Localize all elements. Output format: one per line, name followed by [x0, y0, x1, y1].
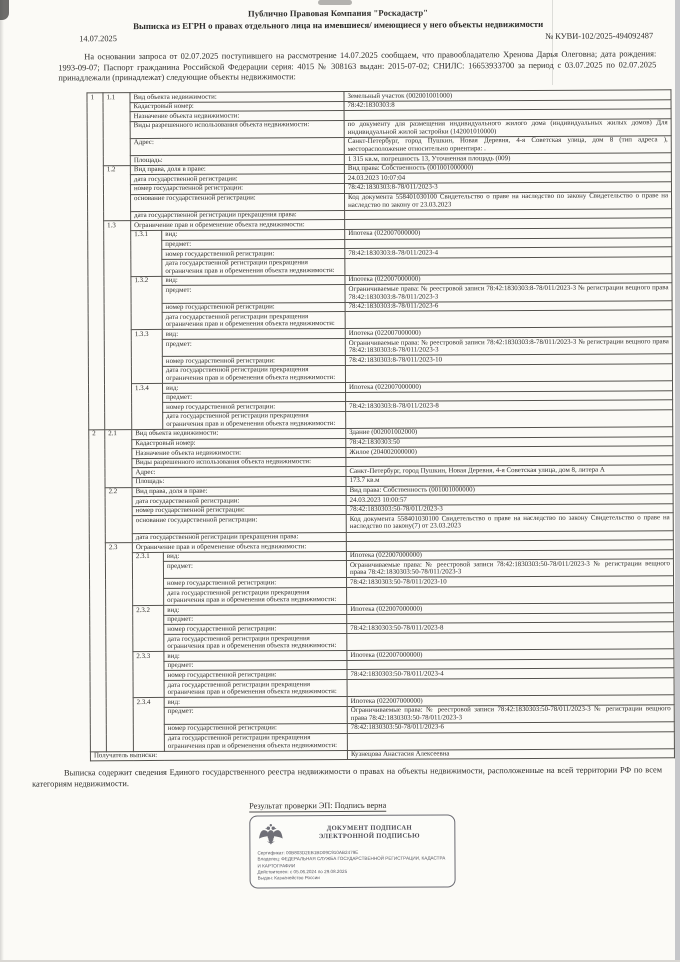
row-label: вид: [162, 275, 345, 286]
row-value: Код документа 558401030100 Свидетельство о праве на наследство по закону Свидетельство о праве на наследство по закону(7) от 23.03.2023 [346, 513, 673, 532]
row-label: Назначение объекта недвижимости: [130, 111, 344, 122]
row-label: вид: [163, 551, 346, 562]
subsection-number: 2.3.4 [133, 698, 164, 752]
stamp-issuer-line: Выдан: Казначейство России [257, 875, 320, 881]
row-label: Вид объекта недвижимости: [130, 91, 344, 102]
row-label: Вид объекта недвижимости: [132, 428, 346, 439]
table-row [90, 749, 674, 762]
row-label: предмет: [163, 561, 346, 579]
row-value [345, 310, 672, 329]
row-value: Ограничиваемые права: № реестровой записи 78:42:1830303:50-78/011/2023-3 № регистрации вещного права 78:42:1830303:50-78/011/2023-3 [347, 705, 674, 724]
row-label: Назначение объекта недвижимости: [132, 448, 346, 459]
row-label: вид: [164, 697, 347, 708]
section-number: 1.2 [103, 165, 130, 221]
row-label: дата государственной регистрации прекращения ограничения прав и обременения объекта недвижимости: [164, 679, 347, 697]
row-value: 78:42:1830303:50-78/011/2023-4 [347, 668, 674, 679]
row-label: дата государственной регистрации прекращения ограничения прав и обременения объекта недвижимости: [164, 634, 347, 652]
subsection-number: 1.3.4 [131, 383, 162, 429]
row-value: 78:42:1830303:8-78/011/2023-6 [345, 300, 672, 311]
subsection-number: 2.3.2 [133, 606, 164, 652]
section-number: 2.3 [105, 543, 133, 752]
row-label: основание государственной регистрации: [131, 193, 345, 211]
signature-check-result: Результат проверки ЭП: Подпись верна [249, 800, 387, 811]
row-label: предмет: [164, 660, 347, 671]
row-value: 173.7 кв.м [346, 475, 673, 486]
row-label: вид: [162, 382, 345, 393]
row-value: Жилое (204002000000) [346, 446, 673, 457]
row-label: дата государственной регистрации: [132, 496, 346, 507]
section-number: 1.1 [103, 93, 130, 166]
row-value: Ограничиваемые права: № реестровой записи 78:42:1830303:8-78/011/2023-3 № регистрации вещного права 78:42:1830303:8-78/011/2023-3 [345, 337, 672, 356]
row-label: Виды разрешенного использования объекта недвижимости: [132, 457, 346, 468]
stamp-validity-line: Действителен: с 05.06.2024 по 29.08.2025 [257, 868, 348, 875]
document-number: № КУВИ-102/2025-494092487 [545, 31, 654, 41]
double-headed-eagle-icon [257, 821, 284, 846]
row-label: дата государственной регистрации прекращения ограничения прав и обременения объекта недвижимости: [164, 733, 347, 751]
row-value: Ипотека (022007000000) [347, 603, 674, 614]
row-label: номер государственной регистрации: [164, 624, 347, 635]
row-label: номер государственной регистрации: [132, 505, 346, 516]
row-value: 78:42:1830303:50 [346, 436, 673, 447]
row-value [347, 632, 674, 651]
row-label: Адрес: [132, 467, 346, 478]
row-value: 78:42:1830303:50-78/011/2023-6 [347, 722, 674, 733]
row-label: вид: [164, 651, 347, 662]
row-label: Площадь: [132, 476, 346, 487]
row-value: 1 315 кв.м, погрешность 13, Уточненная площадь (009) [344, 153, 671, 164]
row-label: номер государственной регистрации: [162, 249, 345, 260]
row-value: 78:42:1830303:8 [344, 99, 671, 110]
row-value: 78:42:1830303:50-78/011/2023-3 [346, 503, 673, 514]
row-label: вид: [164, 605, 347, 616]
row-value [345, 256, 672, 275]
row-value: 24.03.2023 10:07:04 [344, 172, 671, 183]
row-label: дата государственной регистрации прекращения ограничения прав и обременения объекта недвижимости: [162, 365, 345, 383]
section-header: Ограничение прав и обременение объекта недвижимости: [132, 542, 346, 553]
row-label: номер государственной регистрации: [164, 578, 347, 589]
document-title: Выписка из ЕГРН о правах отдельного лица на имевшиеся/ имеющиеся у него объекты недвижимости [133, 18, 544, 32]
row-label: номер государственной регистрации: [162, 356, 345, 367]
row-label: номер государственной регистрации: [164, 670, 347, 681]
row-value: Вид права: Собственность (001001000000) [344, 163, 671, 174]
row-value: 78:42:1830303:50-78/011/2023-10 [347, 576, 674, 587]
stamp-title: ДОКУМЕНТ ПОДПИСАН ЭЛЕКТРОННОЙ ПОДПИСЬЮ [318, 824, 420, 841]
row-value: 24.03.2023 10:00:57 [346, 494, 673, 505]
subsection-number: 1.3.3 [131, 330, 162, 384]
row-label: номер государственной регистрации: [163, 402, 346, 413]
row-label: предмет: [162, 339, 345, 357]
row-label: Вид права, доля в праве: [132, 486, 346, 497]
row-value: 78:42:1830303:8-78/011/2023-3 [344, 182, 671, 193]
row-value: Земельный участок (002001001000) [344, 90, 671, 101]
row-label: Вид права, доля в праве: [130, 164, 344, 175]
company-name: Публично Правовая Компания "Роскадастр" [247, 7, 429, 19]
row-label: Площадь: [130, 155, 344, 166]
stamp-details [257, 849, 447, 882]
row-value [347, 678, 674, 697]
row-value: 78:42:1830303:8-78/011/2023-8 [346, 400, 673, 411]
row-label: Кадастровый номер: [130, 101, 344, 112]
stamp-header [257, 820, 447, 846]
row-value: Ограничиваемые права: № реестровой записи 78:42:1830303:8-78/011/2023-3 № регистрации вещного права 78:42:1830303:8-78/011/2023-3 [345, 283, 672, 302]
intro-paragraph: На основании запроса от 02.07.2025 поступившего на рассмотрение 14.07.2025 сообщаем, что правообладателю Хренова Дарья Олеговна; дата рождения: 1993-09-07; Паспорт гражданина Российской Федерации серия: 4015 № 308163 выдан: 2015-07-02; СНИЛС: 16653933700 за период с 03.07.2025 по 02.07.2025 принадлежали (принадлежат) следующие объекты недвижимости: [58, 49, 657, 83]
subsection-number: 2.3.1 [132, 552, 163, 606]
object-number: 2 [89, 430, 107, 752]
row-label: дата государственной регистрации прекращения ограничения прав и обременения объекта недвижимости: [164, 588, 347, 606]
row-value: Ипотека (022007000000) [345, 381, 672, 392]
row-value: Здание (002001002000) [346, 427, 673, 438]
row-label: предмет: [164, 614, 347, 625]
row-label: Адрес: [130, 137, 344, 155]
row-value: Ипотека (022007000000) [346, 549, 673, 560]
row-label: Кадастровый номер: [132, 438, 346, 449]
row-value: 78:42:1830303:8-78/011/2023-4 [345, 247, 672, 258]
row-value: Вид права: Собственность (001001000000) [346, 484, 673, 495]
row-label: номер государственной регистрации: [164, 723, 347, 734]
stamp-certificate-line: Сертификат: 00B803D2EB1BD09C910AB2479E [257, 849, 359, 856]
row-value: по документу для размещения индивидуального жилого дома (индивидуальных жилых домов) Для индивидуальной жилой застройки (142001010000) [344, 119, 671, 138]
stamp-owner-line: Владелец: ФЕДЕРАЛЬНАЯ СЛУЖБА ГОСУДАРСТВЕННОЙ РЕГИСТРАЦИИ, КАДАСТРА И КАРТОГРАФИИ [257, 855, 446, 868]
row-value [346, 410, 673, 429]
footer-note: Выписка содержит сведения Единого государственного реестра недвижимости о правах на объекты недвижимости, расположенные на всей территории РФ по всем категориям недвижимости. [32, 765, 663, 789]
row-label: дата государственной регистрации прекращения ограничения прав и обременения объекта недвижимости: [162, 312, 345, 330]
row-value: Санкт-Петербург, город Пушкин, Новая Деревня, 4-я Советская улица, дом 8 (тип адреса ), месторасположение относительно ориентира: . [344, 136, 671, 155]
subsection-number: 1.3.1 [131, 230, 162, 276]
row-value: Ипотека (022007000000) [345, 228, 672, 239]
row-label: дата государственной регистрации прекращения ограничения прав и обременения объекта недвижимости: [162, 258, 345, 276]
subsection-number: 2.3.3 [133, 652, 164, 698]
row-label: Виды разрешенного использования объекта недвижимости: [130, 120, 344, 138]
section-number: 2.2 [105, 487, 132, 543]
document-date: 14.07.2025 [79, 34, 117, 44]
row-label: номер государственной регистрации: [130, 183, 344, 194]
row-value: Ограничиваемые права: № реестровой записи 78:42:1830303:50-78/011/2023-3 № регистрации вещного права 78:42:1830303:50-78/011/2023-3 [346, 559, 673, 578]
row-label: предмет: [164, 706, 347, 724]
section-number: 2.1 [105, 430, 132, 488]
row-value [345, 364, 672, 383]
egrn-table [86, 89, 674, 761]
row-label: дата государственной регистрации прекращения права: [131, 210, 345, 221]
row-label: номер государственной регистрации: [162, 302, 345, 313]
row-label: предмет: [162, 239, 345, 250]
row-value: Ипотека (022007000000) [347, 649, 674, 660]
row-value: Код документа 558401030100 Свидетельство о праве на наследство по закону Свидетельство о праве на наследство по закону от 23.03.2023 [345, 191, 672, 210]
row-value [347, 731, 674, 750]
row-label: предмет: [163, 392, 346, 403]
row-label: вид: [162, 329, 345, 340]
row-label: дата государственной регистрации прекращения ограничения прав и обременения объекта недвижимости: [163, 411, 346, 429]
row-value: Санкт-Петербург, город Пушкин, Новая Деревня, 4-я Советская улица, дом 8, литера А [346, 465, 673, 476]
row-value [347, 586, 674, 605]
row-value: Ипотека (022007000000) [345, 274, 672, 285]
digital-signature-stamp [249, 814, 455, 888]
row-value: Ипотека (022007000000) [347, 695, 674, 706]
row-label: вид: [162, 229, 345, 240]
row-value: 78:42:1830303:8-78/011/2023-10 [345, 354, 672, 365]
section-header: Ограничение прав и обременение объекта недвижимости: [131, 220, 345, 231]
row-label: основание государственной регистрации: [132, 515, 346, 533]
row-value: Ипотека (022007000000) [345, 327, 672, 338]
section-number: 1.3 [104, 221, 132, 430]
recipient-value: Кузнецова Анастасия Алексеевна [347, 749, 674, 760]
recipient-label: Получатель выписки: [90, 750, 347, 761]
row-label: дата государственной регистрации: [130, 174, 344, 185]
row-value: 78:42:1830303:50-78/011/2023-8 [347, 622, 674, 633]
row-label: предмет: [162, 285, 345, 303]
row-label: дата государственной регистрации прекращения права: [132, 532, 346, 543]
object-number: 1 [87, 93, 105, 430]
document-meta [79, 31, 653, 43]
subsection-number: 1.3.2 [131, 276, 162, 330]
